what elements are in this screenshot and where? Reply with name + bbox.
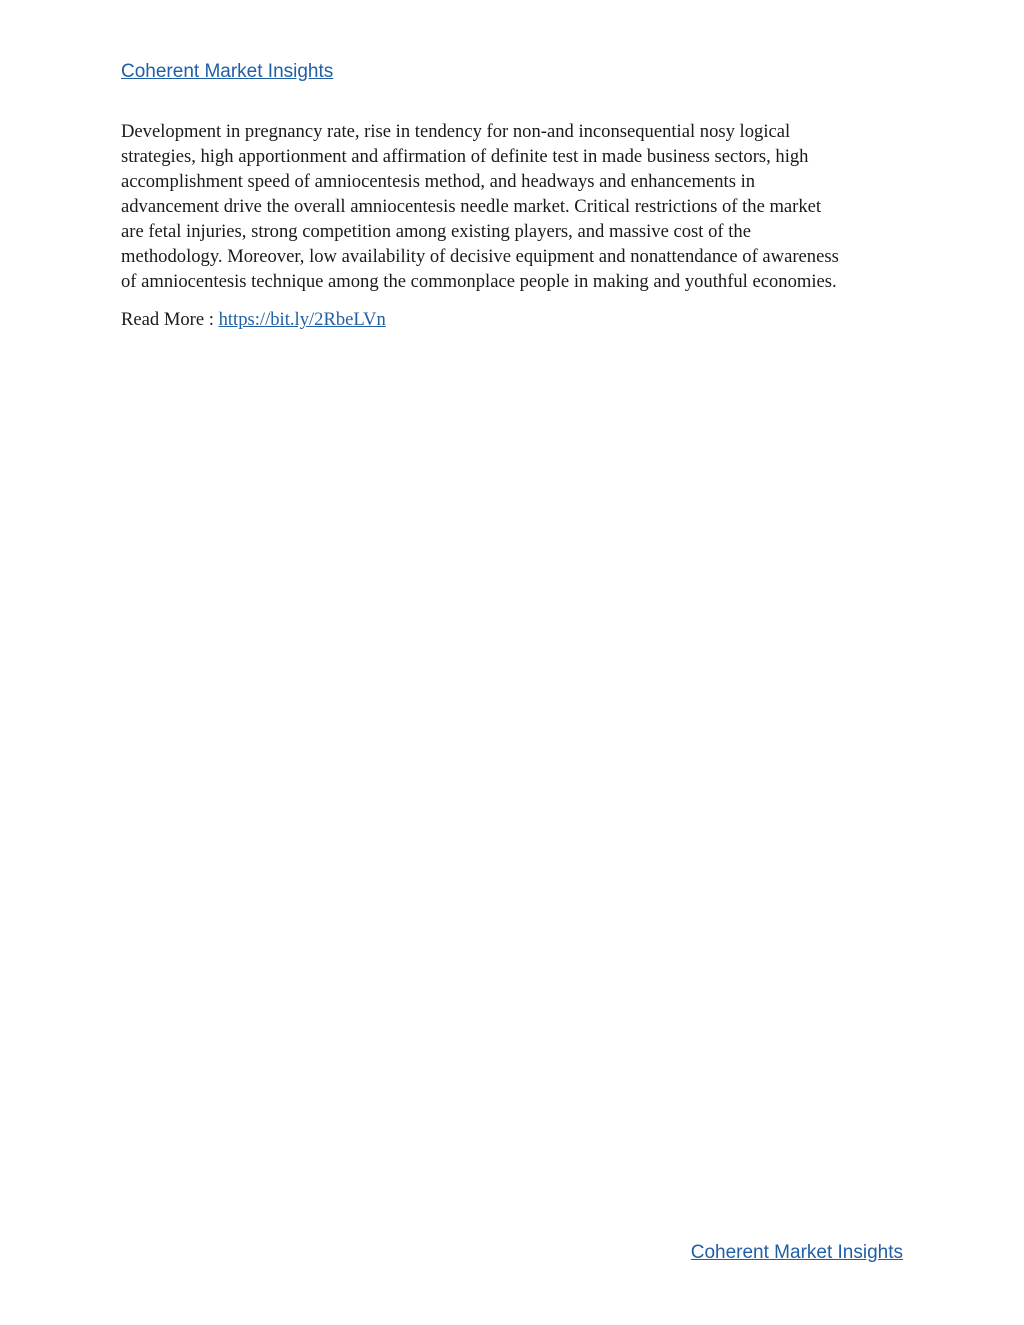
read-more-label: Read More :	[121, 309, 219, 330]
header-brand-link[interactable]: Coherent Market Insights	[121, 61, 334, 82]
read-more-link[interactable]: https://bit.ly/2RbeLVn	[218, 309, 386, 330]
paragraph-line: are fetal injuries, strong competition among existing players, and massive cost of the	[121, 221, 751, 242]
paragraph-line: of amniocentesis technique among the commonplace people in making and youthful economies.	[121, 271, 837, 292]
read-more-line	[121, 307, 386, 332]
footer-brand-link[interactable]: Coherent Market Insights	[690, 1242, 903, 1263]
paragraph-line: strategies, high apportionment and affirmation of definite test in made business sectors, high	[121, 146, 809, 167]
paragraph-line: accomplishment speed of amniocentesis method, and headways and enhancements in	[121, 171, 756, 192]
paragraph-line: methodology. Moreover, low availability of decisive equipment and nonattendance of awareness	[121, 246, 839, 267]
paragraph-line: advancement drive the overall amniocentesis needle market. Critical restrictions of the market	[121, 196, 822, 217]
body-paragraph	[121, 119, 911, 294]
paragraph-line: Development in pregnancy rate, rise in tendency for non-and inconsequential nosy logical	[121, 121, 791, 142]
